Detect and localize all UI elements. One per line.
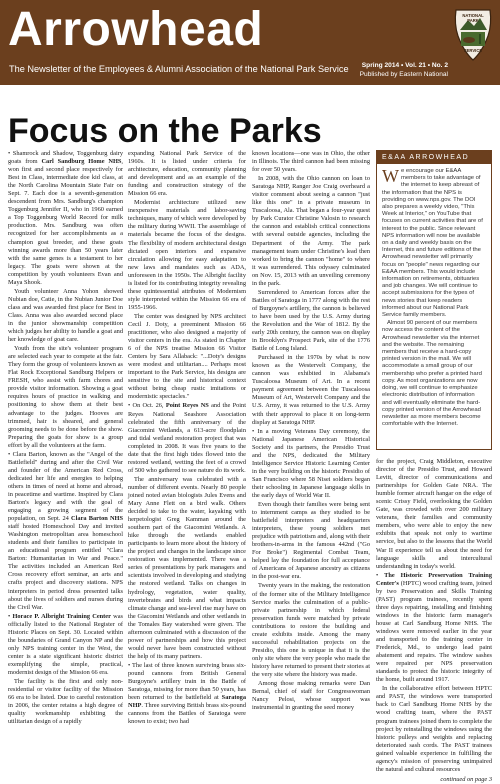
article-paragraph bbox=[252, 150, 370, 174]
paragraph-text: Youth from the site's volunteer program are selected each year to compete at the fair. They form the group of volunteers known as Flat Rock Exceptional Sandburg Helpers or FRESH, who assist with farm chores and provide visitor information. Showing a goat requires hours of practice in walking and positioning to show them at their best advantage to the judges. Hooves are trimmed, hair is sheared, and general grooming needs to be done before the show. Preparing the goats for show is a group effort by all the volunteers at the farm. bbox=[8, 345, 123, 449]
paragraph-text: for the project, Craig Middleton, executive director of the Presidio Trust, and Howard Levitt, director of communications and partnerships for Golden Gate NRA. The humble former aircraft hangar on the edge of scenic Crissy Field, overlooking the Golden Gate, was crowded with over 200 military veterans, their families and community members, who were able to enjoy the new exhibits that speak not only to wartime service, but also to the lessons that the World War II experience tell us about the need for language skills and intercultural understanding in today's world. bbox=[376, 458, 492, 570]
paragraph-text: The center was designed by NPS architect Cecil J. Doty, a preeminent Mission 66 practitioner, who also designed a majority of visitor centers in the era. As stated in Chapter 6 of the NPS treatise Mission 66 Visitor Centers by Sara Allaback: "...Doty's designs were modest and utilitarian.... Perhaps most important to the Park Service, his designs are sensitive to the site and historical context without being cheap rustic imitations or modernistic spectacles." bbox=[128, 312, 246, 401]
newsletter-tagline: The Newsletter of the Employees & Alumni Association of the National Park Service bbox=[9, 64, 349, 74]
article-paragraph bbox=[252, 175, 370, 288]
article-paragraph bbox=[128, 313, 246, 402]
article-paragraph bbox=[8, 345, 123, 450]
issue-info bbox=[360, 62, 448, 79]
park-name: Horace P. Albright Training Center bbox=[12, 612, 111, 620]
paragraph-text: , won first and second place respectively for Best in Class, intermediate doe kid class, at the North Carolina Mountain State Fair on Sept. 7. Each doe is a seventh-generation descendent from Mrs. Sandburg's champion Toggenburg Jennifer II, who in 1960 earned a Top Toggenburg World Record for milk production. Mrs. Sandburg was often recognized for her accomplishments as a champion goat breeder, and these goats winning awards more than 50 years later with the same genes is a testament to her legacy. The goats were shown at the competition by youth volunteers Evan and Maya Shook. bbox=[8, 158, 124, 286]
paragraph-lead: • On Oct. 26, bbox=[128, 402, 166, 410]
logo-text-line-1: NATIONAL bbox=[462, 13, 484, 18]
article-column-1 bbox=[8, 150, 123, 727]
article-paragraph bbox=[252, 680, 370, 712]
logo-text-line-2: PARK bbox=[467, 18, 479, 23]
article-paragraph bbox=[252, 582, 370, 679]
issue-line: Spring 2014 • Vol. 21 • No. 2 bbox=[361, 62, 448, 69]
article-paragraph bbox=[8, 613, 123, 677]
sidebar-paragraph bbox=[382, 168, 486, 319]
sidebar-body bbox=[377, 164, 491, 433]
paragraph-text: and the Point Reyes National Seashore Association celebrated the fifth anniversary of the Giacomini Wetlands, a 613-acre floodplain and tidal wetland restoration project that was completed in 2008. It was five years to the date that the first high tides flowed into the restored wetland, wetting the feet of a crowd of 500 who gathered to see nature do its work. bbox=[128, 402, 246, 474]
paragraph-text: Among those making remarks were Dan Bernal, chief of staff for Congresswoman Nancy Pelosi, whose support was instrumental in granting the seed money bbox=[252, 680, 370, 712]
paragraph-text: In the collaborative effort between HPTC and PAST, the windows were transported back to Carl Sandburg Home NHS by the wood crafting team, where the PAST program trainees joined them to complete the project by reinstalling the windows using the historic pulleys and weights and replacing deteriorated sash cords. The PAST trainees gained valuable experience in fulfilling the agency's mission of preserving unimpaired the natural and cultural resources bbox=[376, 685, 492, 773]
continued-link[interactable]: continued on page 3 bbox=[440, 775, 492, 783]
article-paragraph bbox=[252, 289, 370, 353]
paragraph-text: was officially listed to the National Register of Historic Places on Sept. 30. Located within the boundaries of Grand Canyon NP and the only NPS training center in the West, the center is a state significant historic district exemplifying the simple, practical, modernist design of the Mission 66 era. bbox=[8, 612, 124, 676]
paragraph-text: The anniversary was celebrated with a number of different events. Nearly 80 people joined noted avian biologists Jules Evens and Mary Anne Flett on a bird walk. Others decided to take to the water, kayaking with herpetologist Greg Kamman around the southern part of the Giacomini Wetlands. A hike through the wetlands enabled participants to learn more about the history of the project and changes in the landscape since restoration was implemented. There was a series of presentations by park managers and scientists involved in developing and studying the restored wetland. Talks on changes in hydrology, vegetation, water quality, invertebrates and birds and what impacts climate change and sea-level rise may have on the Giacomini Wetlands and other wetlands in the Tomales Bay watershed were given. The afternoon culminated with a discussion of the power of partnerships and how this project would never have been constructed without the help of its many partners. bbox=[128, 475, 246, 660]
sidebar-paragraph: Almost 90 percent of our members now access the content of the Arrowhead newsletter via the internet and the website. The remaining members that receive a hard-copy printed version in the mail. We will accommodate a small group of our membership who prefer a printed hard copy. As most organizations are now doing, we will continue to emphasize electronic distribution of information and will eventually eliminate the hard-copy printed version of the Arrowhead newsletter as more members become comfortable with the Internet. bbox=[382, 320, 482, 428]
paragraph-lead: • bbox=[8, 612, 13, 620]
article-paragraph bbox=[128, 150, 246, 198]
sidebar-dropcap: W bbox=[382, 166, 399, 186]
masthead bbox=[0, 0, 500, 85]
article-paragraph bbox=[8, 678, 123, 726]
paragraph-lead: • bbox=[376, 571, 385, 579]
article-paragraph bbox=[128, 199, 246, 312]
paragraph-lead: • In a moving Veterans Day ceremony, the National Japanese American Historical Society and its partners, the Presidio Trust and the NPS, dedicated the Military Intelligence Service Historic Learning Center in the very building on the historic Presidio of San Francisco where 58 Nisei soldiers began their schooling in Japanese language skills in the early days of World War II. bbox=[252, 427, 370, 499]
sidebar-paragraph-text: e encourage our E&AA members to take advantage of the internet to keep abreast of the information that the NPS is providing on www.nps.gov. The DOI also prepares a weekly video, "This Week at Interior," on YouTube that focuses on current activities that are of interest to the public. Since relevant NPS information will now be available on a daily and weekly basis on the Internet, this and future editions of the Arrowhead newsletter will primarily focus on "people" news regarding our E&AA members. This would include information on retirements, obituaries and job changes. We will continue to accept submissions for the types of news stories that keep readers informed about our National Park Service family members. bbox=[382, 168, 483, 319]
article-paragraph bbox=[252, 501, 370, 581]
park-name: Clara Barton NHS bbox=[71, 515, 124, 523]
paragraph-text: Twenty years in the making, the restoration of the former site of the Military Intelligence Service marks the culmination of a public-private partnership in which federal preservation funds were matched by private contributions to restore the building and create exhibits inside. Among the many successful rehabilitation projects on the Presidio, this one is unique in that it is the only site where the very people who made the history have returned to present their stories at the very site where the history was made. bbox=[252, 582, 370, 678]
paragraph-text: known locations—one was in Ohio, the other in Illinois. The third cannon had been missing for over 50 years. bbox=[252, 150, 370, 174]
logo-text-line-3: SERVICE bbox=[463, 48, 483, 53]
article-paragraph bbox=[376, 458, 492, 571]
sidebar-header: E&AA ARROWHEAD bbox=[377, 151, 491, 164]
article-paragraph bbox=[376, 685, 492, 774]
article-paragraph bbox=[128, 662, 246, 726]
eaa-arrowhead-sidebar bbox=[376, 150, 492, 450]
park-name: Point Reyes NS bbox=[165, 402, 209, 410]
article-paragraph bbox=[252, 428, 370, 500]
paragraph-text: Modernist architecture utilized new inexpensive materials and labor-saving techniques, many of which were developed by the military during WWII. The assemblage of materials became the focus of the designs. The flexibility of modern architectural design dictated open interiors and expansive circulation allowing for easy adaptation to new laws and mandates such as ADA, unforeseen in the 1950s. The Albright facility is listed for its contributing integrity revealing these quintessential attributes of Modernism style interpreted within the Mission 66 era of 1955-1966. bbox=[128, 199, 246, 311]
article-paragraph bbox=[8, 451, 123, 612]
park-name: Saratoga NHP bbox=[128, 694, 246, 710]
article-column-4 bbox=[376, 458, 492, 783]
nps-arrowhead-logo-icon bbox=[452, 6, 494, 62]
paragraph-text: . Three surviving British brass six-pound cannons from the Battles of Saratoga were known to exist; two had bbox=[128, 702, 246, 726]
article-paragraph bbox=[252, 354, 370, 426]
publisher-line: Published by Eastern National bbox=[359, 70, 448, 78]
article-paragraph bbox=[376, 572, 492, 685]
article-paragraph bbox=[128, 476, 246, 661]
article-paragraph bbox=[8, 150, 123, 287]
article-paragraph bbox=[128, 402, 246, 474]
paragraph-text: The facility is the first and only non-residential or visitor facility of the Mission 66 era to be listed. Due to careful restoration in 2006, the center retains a high degree of quality workmanship exhibiting the utilitarian design of a rapidly bbox=[8, 678, 123, 726]
article-column-2 bbox=[128, 150, 246, 727]
article-paragraph bbox=[8, 288, 123, 344]
paragraph-text: In 2008, with the Ohio cannon on loan to Saratoga NHP, Ranger Joe Craig overheard a visitor comment about seeing a cannon "just like this one" in a private museum in Tuscaloosa, Ala. That began a four-year quest by Park Curator Christine Valosin to research the cannon and establish critical connections with several outside agencies, including the Department of the Army. The park management team under Christine's lead then worked to bring the cannon "home" to where it was surrendered. This odyssey culminated on Nov. 15, 2013 with an unveiling ceremony in the park. bbox=[252, 175, 370, 287]
paragraph-text: Even though their families were being sent to internment camps as they studied to be battlefield interpreters and headquarters interpreters, these young soldiers met prejudice with patriotism and, along with their brothers-in-arms in the famous 442nd ("Go For Broke") Regimental Combat Team, helped lay the foundation for full acceptance of Americans of Japanese ancestry as citizens in the post-war era. bbox=[252, 501, 370, 581]
newsletter-title: Arrowhead bbox=[8, 3, 264, 56]
paragraph-text: (HPTC) wood crafting team, joined by two Preservation and Skills Training (PAST) program trainees, recently spent three days repairing, installing and finishing windows in the historic farm manager's house at Carl Sandburg Home NHS. The windows were removed earlier in the year and transported to the training center in Frederick, Md., to undergo lead paint abatement and repairs. The window sashes were repaired per NPS preservation standards to protect the historic integrity of the home, built around 1917. bbox=[376, 579, 492, 684]
paragraph-lead: • Clara Barton, known as the "Angel of the Battlefield" during and after the Civil War and founder of the American Red Cross, dedicated her life and energies to helping others in times of need at home and abroad, in peacetime and wartime. Inspired by Clara Barton's legacy and with the goal of engaging a growing segment of the population, on Sept. 24 bbox=[8, 450, 123, 523]
park-name: The Historic Preservation Training Center's bbox=[376, 571, 492, 587]
page-headline: Focus on the Parks bbox=[8, 112, 322, 150]
paragraph-text: staff hosted Homeschool Day and invited Washington metropolitan area homeschool students and their families to participate in an educational program entitled "Clara Barton: Humanitarian in War and Peace." The activities included an American Red Cross recovery effort seminar, an arts and crafts project and discovery stations. NPS interpreters in period dress presented talks about the lives of soldiers and nurses during the Civil War. bbox=[8, 523, 123, 611]
paragraph-text: Surrendered to American forces after the Battles of Saratoga in 1777 along with the rest of Burgoyne's artillery, the cannon is believed to have been used by the U.S. Army during the Revolution and the War of 1812. By the early 20th century, the cannon was on display in Brooklyn's Prospect Park, site of the 1776 Battle of Long Island. bbox=[252, 288, 370, 353]
paragraph-text: expanding National Park Service of the 1960s. It is listed under criteria for architecture, education, community planning and development and as an example of the funding and construction strategy of the Mission 66 era. bbox=[128, 150, 246, 198]
paragraph-lead: • The last of three known surviving brass six-pound cannons from British General Burgoyne's artillery train in the Battle of Saratoga, missing for more than 50 years, has been returned to the battlefield at bbox=[128, 661, 246, 702]
article-column-3 bbox=[252, 150, 370, 713]
paragraph-text: Purchased in the 1970s by what is now known as the Westervelt Company, the cannon was exhibited in Alabama's Tuscaloosa Museum of Art. In a recent payment agreement between the Tuscaloosa Museum of Art, Westervelt Company and the U.S. Army, it was returned to the U.S. Army with their approval to place it on long-term display at Saratoga NHP. bbox=[252, 354, 370, 426]
paragraph-lead: • Shamrock and Shadow, Toggenburg dairy goats from bbox=[8, 150, 123, 166]
park-name: Carl Sandburg Home NHS bbox=[41, 158, 122, 166]
paragraph-text: Youth volunteer Anna Yohon showed Nubian doe, Catie, in the Nubian Junior Doe class and was awarded first place for Best in Class. Anna was also awarded second place in the junior showmanship competition which judges her ability to handle a goat and her knowledge of goat care. bbox=[8, 287, 123, 344]
